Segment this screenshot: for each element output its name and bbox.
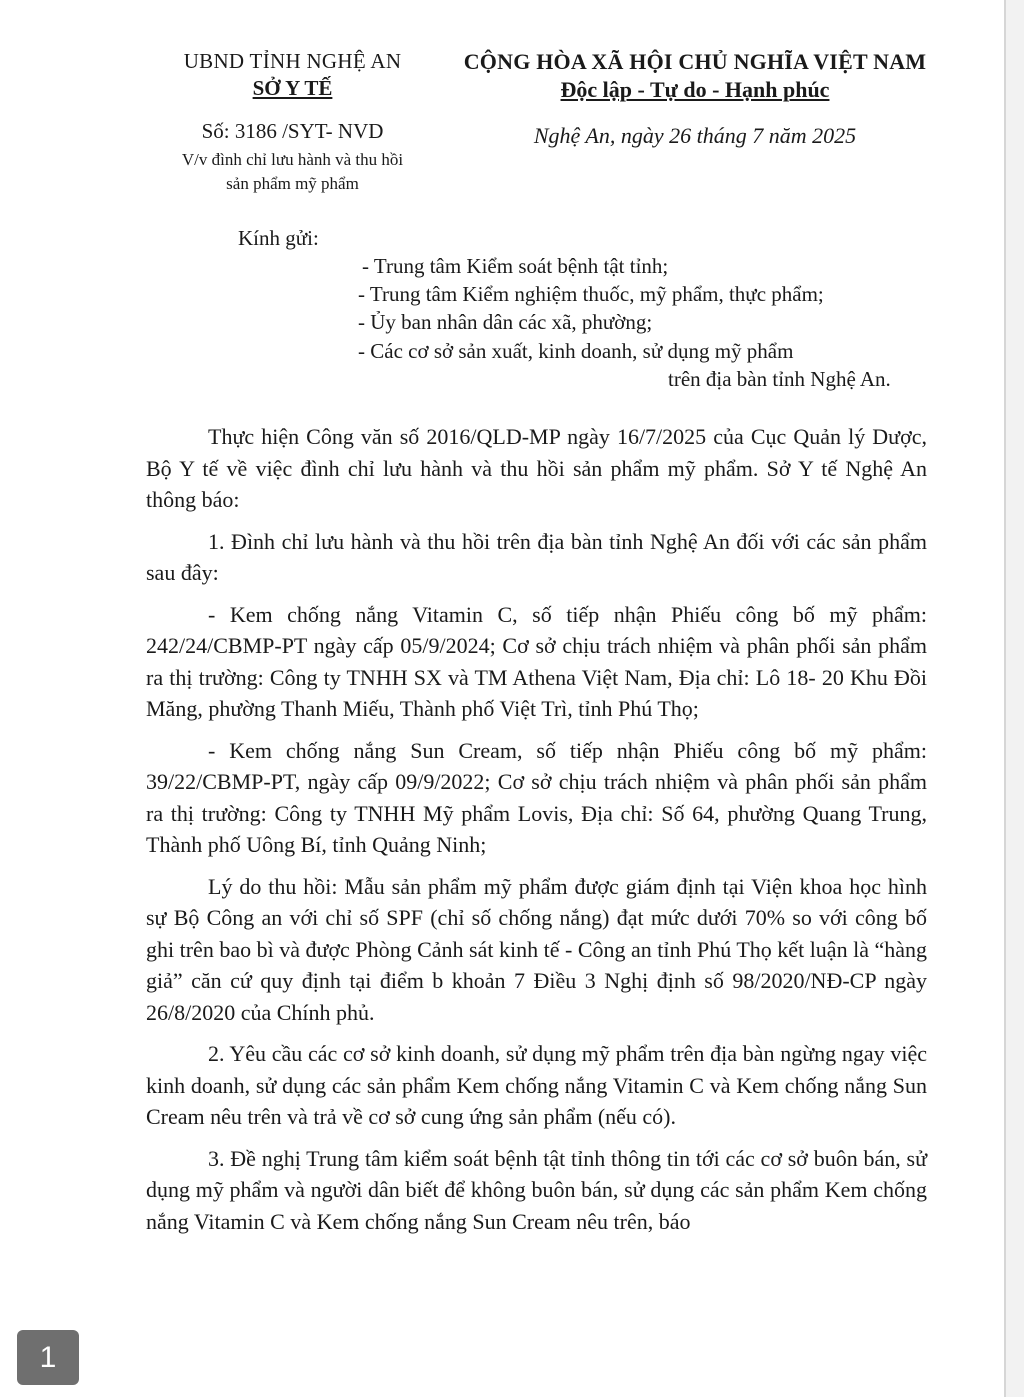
national-heading [455,48,935,104]
issuer-org: UBND TỈNH NGHỆ AN [183,49,402,73]
recipient-item: - Trung tâm Kiểm soát bệnh tật tỉnh; [362,254,669,278]
recipient-item: trên địa bàn tỉnh Nghệ An. [668,367,891,391]
body-paragraph: 2. Yêu cầu các cơ sở kinh doanh, sử dụng mỹ phẩm trên địa bàn ngừng ngay việc kinh doanh, sử dụng các sản phẩm Kem chống nắng Vitamin C và Kem chống nắng Sun Cream nêu trên và trả về cơ sở cung ứng sản phẩm (nếu có). [146,1041,927,1129]
recipient-item: - Ủy ban nhân dân các xã, phường; [358,310,653,334]
subject-line: V/v đình chỉ lưu hành và thu hồi [181,150,404,169]
body-paragraph: - Kem chống nắng Vitamin C, số tiếp nhận Phiếu công bố mỹ phẩm: 242/24/CBMP-PT ngày cấp 05/9/2024; Cơ sở chịu trách nhiệm và phân phối sản phẩm ra thị trường: Công ty TNHH SX và TM Athena Việt Nam, Địa chỉ: Lô 18- 20 Khu Đồi Măng, phường Thanh Miếu, Thành phố Việt Trì, tỉnh Phú Thọ; [146,601,927,721]
recipient-item: - Các cơ sở sản xuất, kinh doanh, sử dụng mỹ phẩm [358,339,794,363]
adjacent-page-edge [1006,0,1024,1397]
nation-name: CỘNG HÒA XÃ HỘI CHỦ NGHĨA VIỆT NAM [463,49,927,74]
document-body [146,421,927,1247]
body-paragraph: Thực hiện Công văn số 2016/QLD-MP ngày 16/7/2025 của Cục Quản lý Dược, Bộ Y tế về việc đình chỉ lưu hành và thu hồi sản phẩm mỹ phẩm. Sở Y tế Nghệ An thông báo: [146,424,927,512]
body-paragraph: 1. Đình chỉ lưu hành và thu hồi trên địa bàn tỉnh Nghệ An đối với các sản phẩm sau đây: [146,528,927,585]
nation-motto: Độc lập - Tự do - Hạnh phúc [560,77,830,102]
subject-line: sản phẩm mỹ phẩm [226,174,359,193]
page-number-badge[interactable]: 1 [17,1330,79,1385]
body-paragraph: 3. Đề nghị Trung tâm kiểm soát bệnh tật tỉnh thông tin tới các cơ sở buôn bán, sử dụng mỹ phẩm và người dân biết để không buôn bán, sử dụng các sản phẩm Kem chống nắng Vitamin C và Kem chống nắng Sun Cream nêu trên, báo [146,1145,927,1234]
document-number: Số: 3186 /SYT- NVD [201,119,384,143]
body-paragraph: - Kem chống nắng Sun Cream, số tiếp nhận Phiếu công bố mỹ phẩm: 39/22/CBMP-PT, ngày cấp 09/9/2022; Cơ sở chịu trách nhiệm và phân phối sản phẩm ra thị trường: Công ty TNHH Mỹ phẩm Lovis, Địa chỉ: Số 64, phường Quang Trung, Thành phố Uông Bí, tỉnh Quảng Ninh; [146,737,927,857]
issuer-block [150,48,435,102]
issue-date: Nghệ An, ngày 26 tháng 7 năm 2025 [533,123,857,148]
document-subject [150,148,435,196]
recipient-item: - Trung tâm Kiểm nghiệm thuốc, mỹ phẩm, thực phẩm; [358,282,824,306]
recipients-label: Kính gửi: [238,226,319,250]
body-paragraph: Lý do thu hồi: Mẫu sản phẩm mỹ phẩm được giám định tại Viện khoa học hình sự Bộ Công an với chỉ số SPF (chỉ số chống nắng) đạt mức dưới 70% so với công bố ghi trên bao bì và được Phòng Cảnh sát kinh tế - Công an tỉnh Phú Thọ kết luận là “hàng giả” căn cứ quy định tại điểm b khoản 7 Điều 3 Nghị định số 98/2020/NĐ-CP ngày 26/8/2020 của Chính phủ. [146,873,927,1025]
issuer-dept: SỞ Y TẾ [252,76,333,100]
